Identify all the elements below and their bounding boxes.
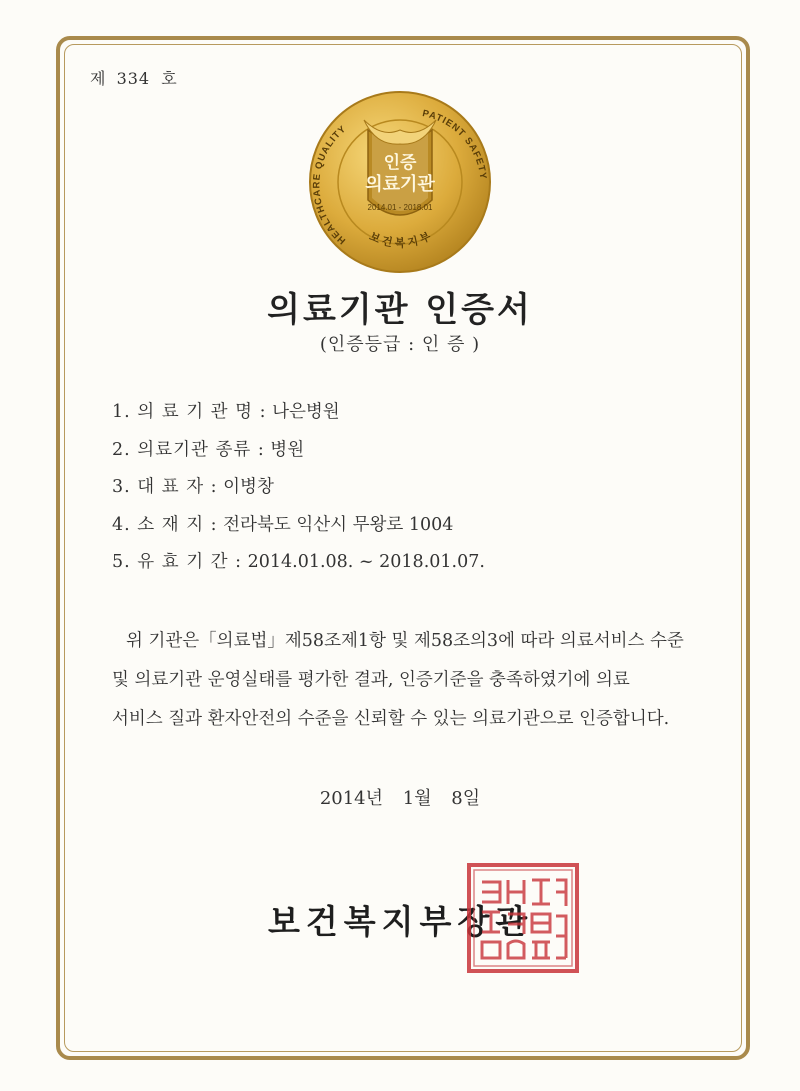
certificate-fields xyxy=(112,398,712,586)
field-validity-period xyxy=(112,548,712,586)
seal-ring-bottom-text: 보 건 복 지 부 xyxy=(367,230,433,250)
field-value: 이병창 xyxy=(223,477,274,497)
field-value: 나은병원 xyxy=(272,402,340,422)
certificate-statement xyxy=(112,622,692,739)
certificate-number-suffix: 호 xyxy=(161,69,177,88)
certificate-number xyxy=(90,66,177,89)
field-label: 4. 소 재 지 : xyxy=(112,514,218,535)
field-institution-type xyxy=(112,436,712,474)
field-value: 전라북도 익산시 무왕로 1004 xyxy=(223,514,454,535)
seal-ring-right-text: PATIENT SAFETY xyxy=(421,108,489,181)
field-value: 2014.01.08. ~ 2018.01.07. xyxy=(247,552,485,572)
field-institution-name xyxy=(112,398,712,436)
issuer-title: 보건복지부장관 xyxy=(268,902,534,941)
field-representative xyxy=(112,473,712,511)
field-label: 1. 의 료 기 관 명 : xyxy=(112,402,267,422)
field-label: 5. 유 효 기 간 : xyxy=(112,552,243,572)
seal-center-line2: 의료기관 xyxy=(365,174,435,194)
certificate-number-value: 334 xyxy=(116,69,151,88)
seal-period: 2014.01 - 2018.01 xyxy=(367,203,433,212)
statement-line: 서비스 질과 환자안전의 수준을 신뢰할 수 있는 의료기관으로 인증합니다. xyxy=(112,709,670,729)
seal-center-line1: 인증 xyxy=(383,153,417,172)
seal-ring-left-text: HEALTHCARE QUALITY xyxy=(311,123,349,247)
official-stamp-icon xyxy=(466,862,580,974)
statement-line: 위 기관은「의료법」제58조제1항 및 제58조의3에 따라 의료서비스 수준 xyxy=(126,631,684,651)
certificate-number-prefix: 제 xyxy=(90,69,106,88)
statement-line: 및 의료기관 운영실태를 평가한 결과, 인증기준을 충족하였기에 의료 xyxy=(112,670,630,690)
issue-date: 2014년 1월 8일 xyxy=(319,788,481,809)
certificate-grade: (인증등급 : 인 증 ) xyxy=(319,334,481,355)
field-value: 병원 xyxy=(270,439,305,460)
certification-seal-icon xyxy=(308,90,492,274)
field-label: 2. 의료기관 종류 : xyxy=(112,439,265,460)
field-label: 3. 대 표 자 : xyxy=(112,477,218,497)
certificate-title: 의료기관 인증서 xyxy=(267,290,533,330)
field-address xyxy=(112,511,712,549)
